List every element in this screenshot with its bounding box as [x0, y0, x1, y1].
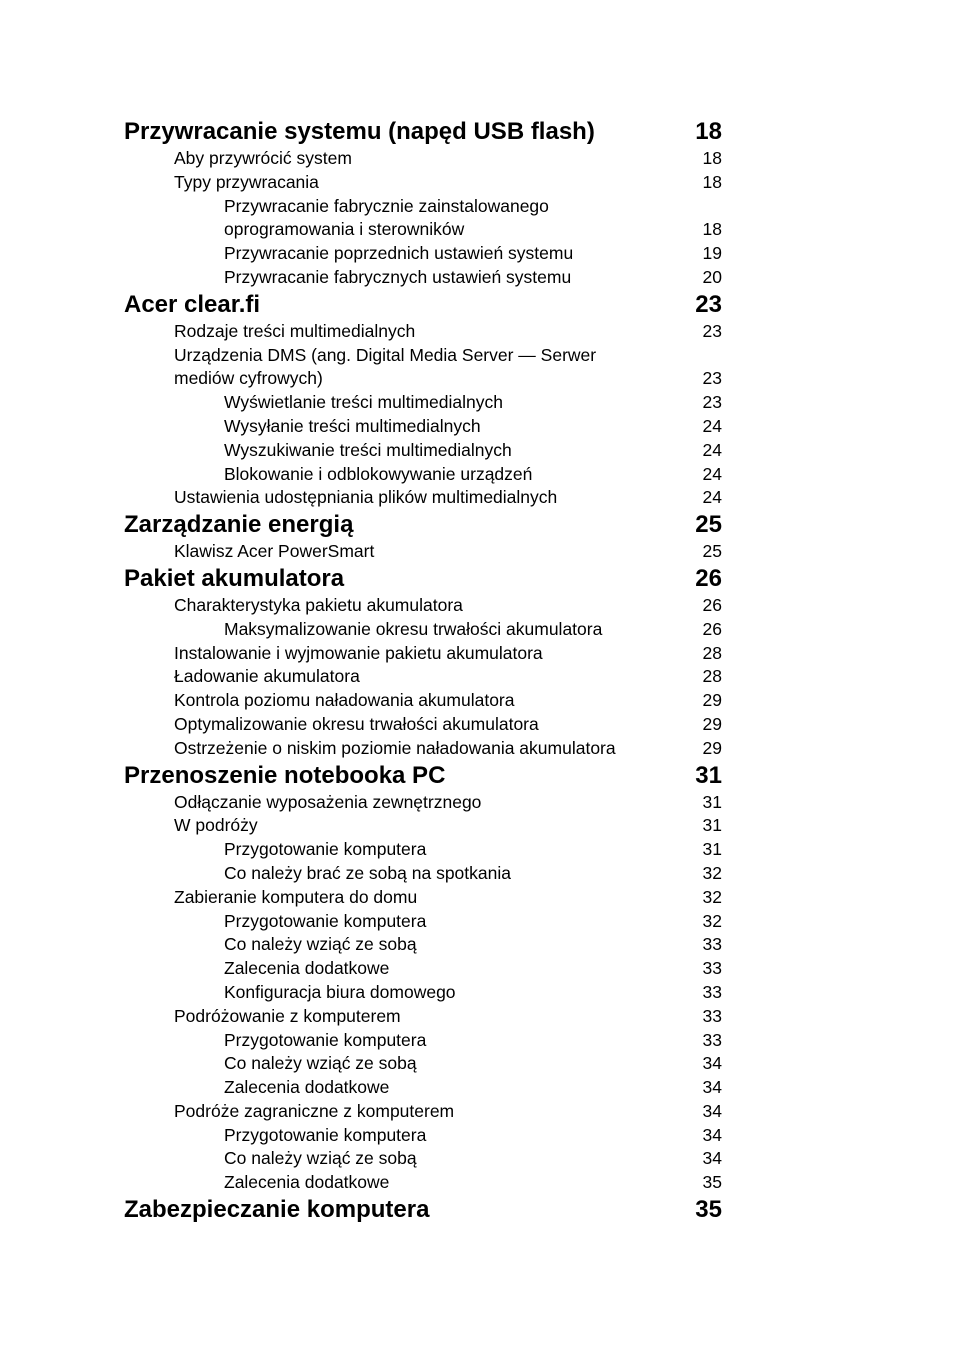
- toc-entry-title: Zalecenia dodatkowe: [224, 1172, 390, 1193]
- toc-page-number: 23: [695, 290, 722, 318]
- toc-section-entry[interactable]: [124, 689, 722, 713]
- toc-entry-title: Ostrzeżenie o niskim poziomie naładowania akumulatora: [174, 737, 616, 758]
- table-of-contents: [124, 117, 722, 1225]
- toc-subsection-entry[interactable]: [124, 1147, 722, 1171]
- toc-entry-title: Przygotowanie komputera: [224, 910, 427, 931]
- toc-page-number: 20: [702, 266, 722, 287]
- toc-chapter-entry[interactable]: [124, 1195, 722, 1225]
- toc-entry-title: Wyszukiwanie treści multimedialnych: [224, 439, 512, 460]
- toc-page-number: 33: [702, 1029, 722, 1050]
- toc-entry-title: Ładowanie akumulatora: [174, 666, 360, 687]
- toc-page-number: 26: [695, 564, 722, 592]
- toc-section-entry[interactable]: [124, 540, 722, 564]
- toc-page-number: 34: [702, 1100, 722, 1121]
- toc-page-number: 34: [702, 1148, 722, 1169]
- toc-entry-title: Ustawienia udostępniania plików multimedialnych: [174, 487, 558, 508]
- toc-section-entry[interactable]: [124, 147, 722, 171]
- toc-section-entry[interactable]: [124, 886, 722, 910]
- toc-page-number: 23: [702, 368, 722, 389]
- toc-subsection-entry[interactable]: [124, 266, 722, 290]
- toc-page-number: 24: [702, 415, 722, 436]
- toc-entry-title: Charakterystyka pakietu akumulatora: [174, 594, 463, 615]
- toc-page-number: 24: [702, 487, 722, 508]
- toc-entry-title: Zalecenia dodatkowe: [224, 958, 390, 979]
- toc-page-number: 24: [702, 439, 722, 460]
- toc-section-entry[interactable]: [124, 1005, 722, 1029]
- toc-section-entry[interactable]: [124, 737, 722, 761]
- toc-subsection-entry[interactable]: [124, 862, 722, 886]
- toc-entry-title: Konfiguracja biura domowego: [224, 981, 456, 1002]
- toc-entry-title: Przywracanie fabrycznych ustawień systemu: [224, 266, 572, 287]
- toc-entry-title: Wysyłanie treści multimedialnych: [224, 415, 481, 436]
- toc-entry-title: Przygotowanie komputera: [224, 839, 427, 860]
- toc-section-entry[interactable]: [124, 486, 722, 510]
- toc-entry-title: Co należy brać ze sobą na spotkania: [224, 862, 511, 883]
- toc-page-number: 29: [702, 690, 722, 711]
- toc-page-number: 34: [702, 1053, 722, 1074]
- toc-page-number: 23: [702, 392, 722, 413]
- toc-entry-title: Wyświetlanie treści multimedialnych: [224, 392, 503, 413]
- toc-entry-title: Przenoszenie notebooka PC: [124, 761, 446, 789]
- toc-chapter-entry[interactable]: [124, 564, 722, 594]
- toc-entry-title: Maksymalizowanie okresu trwałości akumulatora: [224, 618, 603, 639]
- toc-entry-title: Przywracanie poprzednich ustawień systemu: [224, 243, 574, 264]
- toc-subsection-entry[interactable]: [124, 1171, 722, 1195]
- toc-subsection-entry[interactable]: [124, 1029, 722, 1053]
- toc-page-number: 33: [702, 1005, 722, 1026]
- toc-entry-title: Urządzenia DMS (ang. Digital Media Server — Serwer: [174, 344, 597, 365]
- toc-page-number: 35: [695, 1196, 722, 1224]
- toc-section-entry[interactable]: [124, 713, 722, 737]
- toc-entry-title: W podróży: [174, 815, 258, 836]
- toc-page-number: 31: [702, 815, 722, 836]
- toc-entry-title: Kontrola poziomu naładowania akumulatora: [174, 690, 515, 711]
- toc-section-entry[interactable]: [124, 814, 722, 838]
- toc-entry-title: Odłączanie wyposażenia zewnętrznego: [174, 791, 482, 812]
- toc-page-number: 23: [702, 320, 722, 341]
- toc-entry-title: Aby przywrócić system: [174, 148, 352, 168]
- toc-subsection-entry[interactable]: [124, 195, 722, 243]
- toc-page-number: 31: [702, 839, 722, 860]
- toc-subsection-entry[interactable]: [124, 1076, 722, 1100]
- toc-entry-title: Rodzaje treści multimedialnych: [174, 320, 416, 341]
- toc-entry-title: Co należy wziąć ze sobą: [224, 1053, 417, 1074]
- toc-page-number: 18: [702, 171, 722, 192]
- toc-page-number: 33: [702, 934, 722, 955]
- toc-page-number: 33: [702, 958, 722, 979]
- toc-chapter-entry[interactable]: [124, 761, 722, 791]
- toc-entry-title: Instalowanie i wyjmowanie pakietu akumulatora: [174, 642, 543, 663]
- toc-subsection-entry[interactable]: [124, 838, 722, 862]
- toc-subsection-entry[interactable]: [124, 1052, 722, 1076]
- toc-entry-title: Typy przywracania: [174, 171, 319, 192]
- toc-entry-title: Blokowanie i odblokowywanie urządzeń: [224, 463, 533, 484]
- toc-section-entry[interactable]: [124, 791, 722, 815]
- toc-section-entry[interactable]: [124, 320, 722, 344]
- toc-chapter-entry[interactable]: [124, 117, 722, 147]
- toc-section-entry[interactable]: [124, 642, 722, 666]
- toc-page-number: 24: [702, 463, 722, 484]
- toc-subsection-entry[interactable]: [124, 910, 722, 934]
- toc-entry-title: Klawisz Acer PowerSmart: [174, 541, 375, 562]
- toc-page-number: 18: [695, 118, 722, 145]
- toc-subsection-entry[interactable]: [124, 391, 722, 415]
- toc-subsection-entry[interactable]: [124, 957, 722, 981]
- toc-page-number: 31: [695, 761, 722, 789]
- toc-entry-title: Pakiet akumulatora: [124, 564, 345, 592]
- toc-section-entry[interactable]: [124, 171, 722, 195]
- toc-chapter-entry[interactable]: [124, 510, 722, 540]
- toc-page-number: 34: [702, 1124, 722, 1145]
- toc-page-number: 28: [702, 666, 722, 687]
- toc-entry-title: Zabieranie komputera do domu: [174, 886, 418, 907]
- toc-entry-title: oprogramowania i sterowników: [224, 219, 465, 240]
- toc-page-number: 19: [702, 243, 722, 264]
- toc-entry-title: Przywracanie systemu (napęd USB flash): [124, 118, 595, 145]
- toc-entry-title: Przygotowanie komputera: [224, 1029, 427, 1050]
- toc-page-number: 29: [702, 737, 722, 758]
- toc-chapter-entry[interactable]: [124, 290, 722, 320]
- toc-subsection-entry[interactable]: [124, 463, 722, 487]
- toc-subsection-entry[interactable]: [124, 981, 722, 1005]
- toc-entry-title: Przygotowanie komputera: [224, 1124, 427, 1145]
- toc-entry-title: Podróżowanie z komputerem: [174, 1005, 401, 1026]
- toc-entry-title: Co należy wziąć ze sobą: [224, 1148, 417, 1169]
- toc-page-number: 28: [702, 642, 722, 663]
- toc-page-number: 25: [695, 511, 722, 539]
- toc-entry-title: Optymalizowanie okresu trwałości akumulatora: [174, 713, 539, 734]
- toc-page-number: 32: [702, 910, 722, 931]
- toc-subsection-entry[interactable]: [124, 933, 722, 957]
- toc-subsection-entry[interactable]: [124, 415, 722, 439]
- toc-entry-title: Acer clear.fi: [124, 290, 261, 318]
- toc-entry-title: Podróże zagraniczne z komputerem: [174, 1100, 455, 1121]
- toc-page-number: 26: [702, 594, 722, 615]
- toc-section-entry[interactable]: [124, 1100, 722, 1124]
- toc-section-entry[interactable]: [124, 594, 722, 618]
- toc-page-number: 32: [702, 886, 722, 907]
- toc-entry-title: Zabezpieczanie komputera: [124, 1196, 430, 1224]
- toc-subsection-entry[interactable]: [124, 618, 722, 642]
- toc-entry-title: mediów cyfrowych): [174, 368, 323, 389]
- toc-entry-title: Zalecenia dodatkowe: [224, 1077, 390, 1098]
- toc-page-number: 35: [702, 1172, 722, 1193]
- toc-subsection-entry[interactable]: [124, 439, 722, 463]
- toc-entry-title: Przywracanie fabrycznie zainstalowanego: [224, 195, 549, 216]
- toc-page-number: 32: [702, 862, 722, 883]
- toc-page-number: 26: [702, 618, 722, 639]
- toc-entry-title: Co należy wziąć ze sobą: [224, 934, 417, 955]
- toc-page-number: 33: [702, 981, 722, 1002]
- toc-page-number: 29: [702, 713, 722, 734]
- toc-page-number: 31: [702, 791, 722, 812]
- toc-subsection-entry[interactable]: [124, 242, 722, 266]
- toc-page-number: 34: [702, 1077, 722, 1098]
- toc-section-entry[interactable]: [124, 344, 722, 392]
- toc-subsection-entry[interactable]: [124, 1124, 722, 1148]
- toc-page-number: 18: [702, 219, 722, 240]
- toc-page-number: 25: [702, 541, 722, 562]
- toc-entry-title: Zarządzanie energią: [124, 511, 354, 539]
- toc-section-entry[interactable]: [124, 665, 722, 689]
- toc-page-number: 18: [702, 148, 722, 168]
